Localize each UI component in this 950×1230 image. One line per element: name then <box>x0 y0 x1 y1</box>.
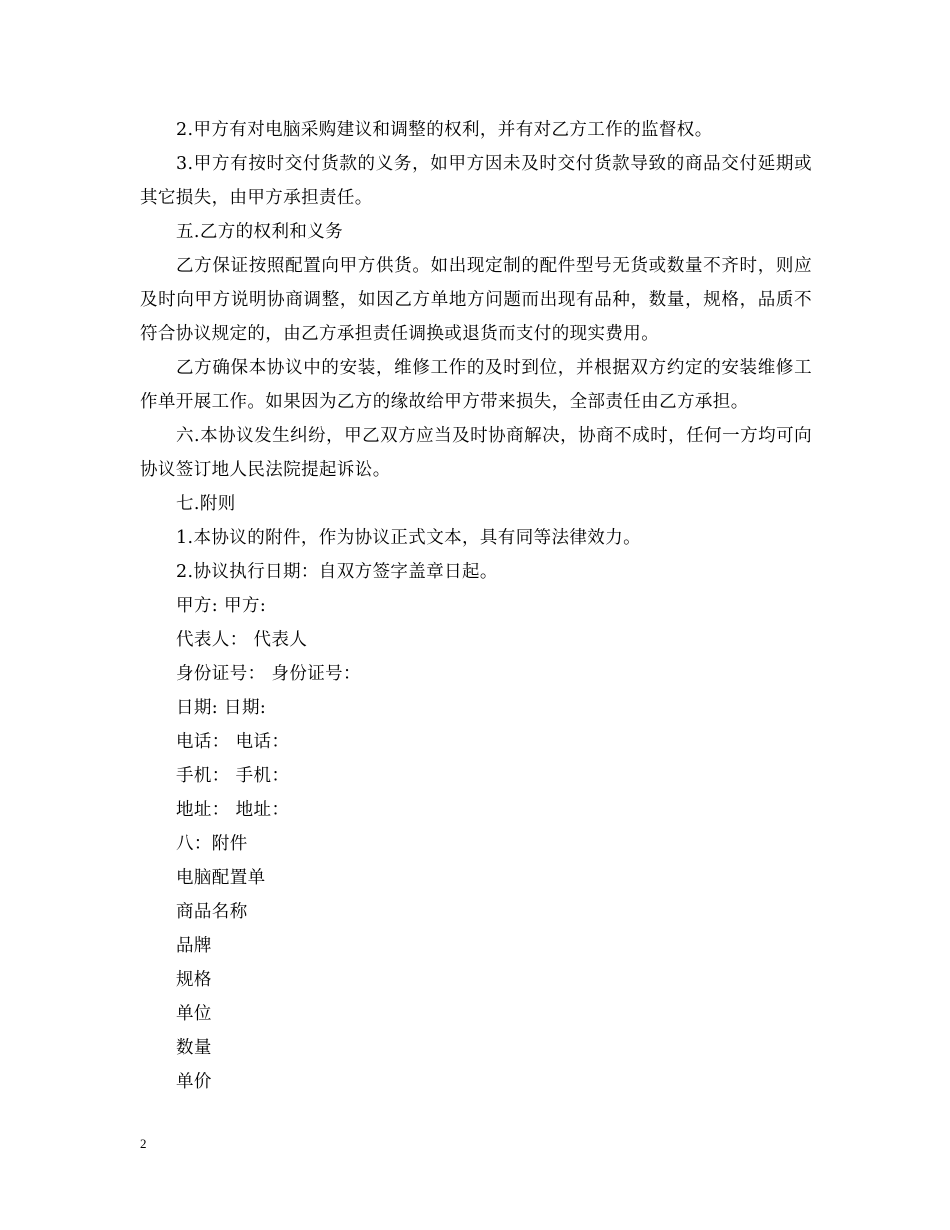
signature-address-line: 地址： 地址： <box>176 800 290 820</box>
attachment-title: 电脑配置单 <box>176 868 266 888</box>
attachment-field-unit: 单位 <box>176 1004 212 1024</box>
section-heading-appendix-rules: 七.附则 <box>176 494 236 514</box>
signature-date-line: 日期: 日期: <box>176 698 267 718</box>
attachment-field-unit-price: 单价 <box>176 1072 212 1092</box>
paragraph-payment-duty: 3.甲方有按时交付货款的义务，如甲方因未及时交付货款导致的商品交付延期或其它损失，由甲方承担责任。 <box>140 154 812 208</box>
document-body <box>140 113 812 1099</box>
paragraph-installation: 乙方确保本协议中的安装，维修工作的及时到位，并根据双方约定的安装维修工作单开展工作。如果因为乙方的缘故给甲方带来损失，全部责任由乙方承担。 <box>140 358 812 412</box>
paragraph-effective-date: 2.协议执行日期：自双方签字盖章日起。 <box>176 562 498 582</box>
signature-phone-line: 电话： 电话： <box>176 732 290 752</box>
signature-mobile-line: 手机： 手机： <box>176 766 290 786</box>
paragraph-attachment-validity: 1.本协议的附件，作为协议正式文本，具有同等法律效力。 <box>176 528 641 548</box>
section-heading-attachment: 八：附件 <box>176 834 248 854</box>
signature-party-line: 甲方: 甲方: <box>176 596 267 616</box>
signature-id-line: 身份证号： 身份证号： <box>176 664 361 684</box>
paragraph-purchase-rights: 2.甲方有对电脑采购建议和调整的权利，并有对乙方工作的监督权。 <box>176 120 713 140</box>
paragraph-supply-guarantee: 乙方保证按照配置向甲方供货。如出现定制的配件型号无货或数量不齐时，则应及时向甲方说明协商调整，如因乙方单地方问题而出现有品种，数量，规格，品质不符合协议规定的，由乙方承担责任调换或退货而支付的现实费用。 <box>140 256 812 344</box>
attachment-field-quantity: 数量 <box>176 1038 212 1058</box>
attachment-field-brand: 品牌 <box>176 936 212 956</box>
section-heading-party-b: 五.乙方的权利和义务 <box>176 222 344 242</box>
attachment-field-product-name: 商品名称 <box>176 902 248 922</box>
signature-representative-line: 代表人： 代表人 <box>176 630 308 650</box>
paragraph-dispute: 六.本协议发生纠纷，甲乙双方应当及时协商解决，协商不成时，任何一方均可向协议签订地人民法院提起诉讼。 <box>140 426 812 480</box>
page-number: 2 <box>140 1136 147 1151</box>
attachment-field-spec: 规格 <box>176 970 212 990</box>
